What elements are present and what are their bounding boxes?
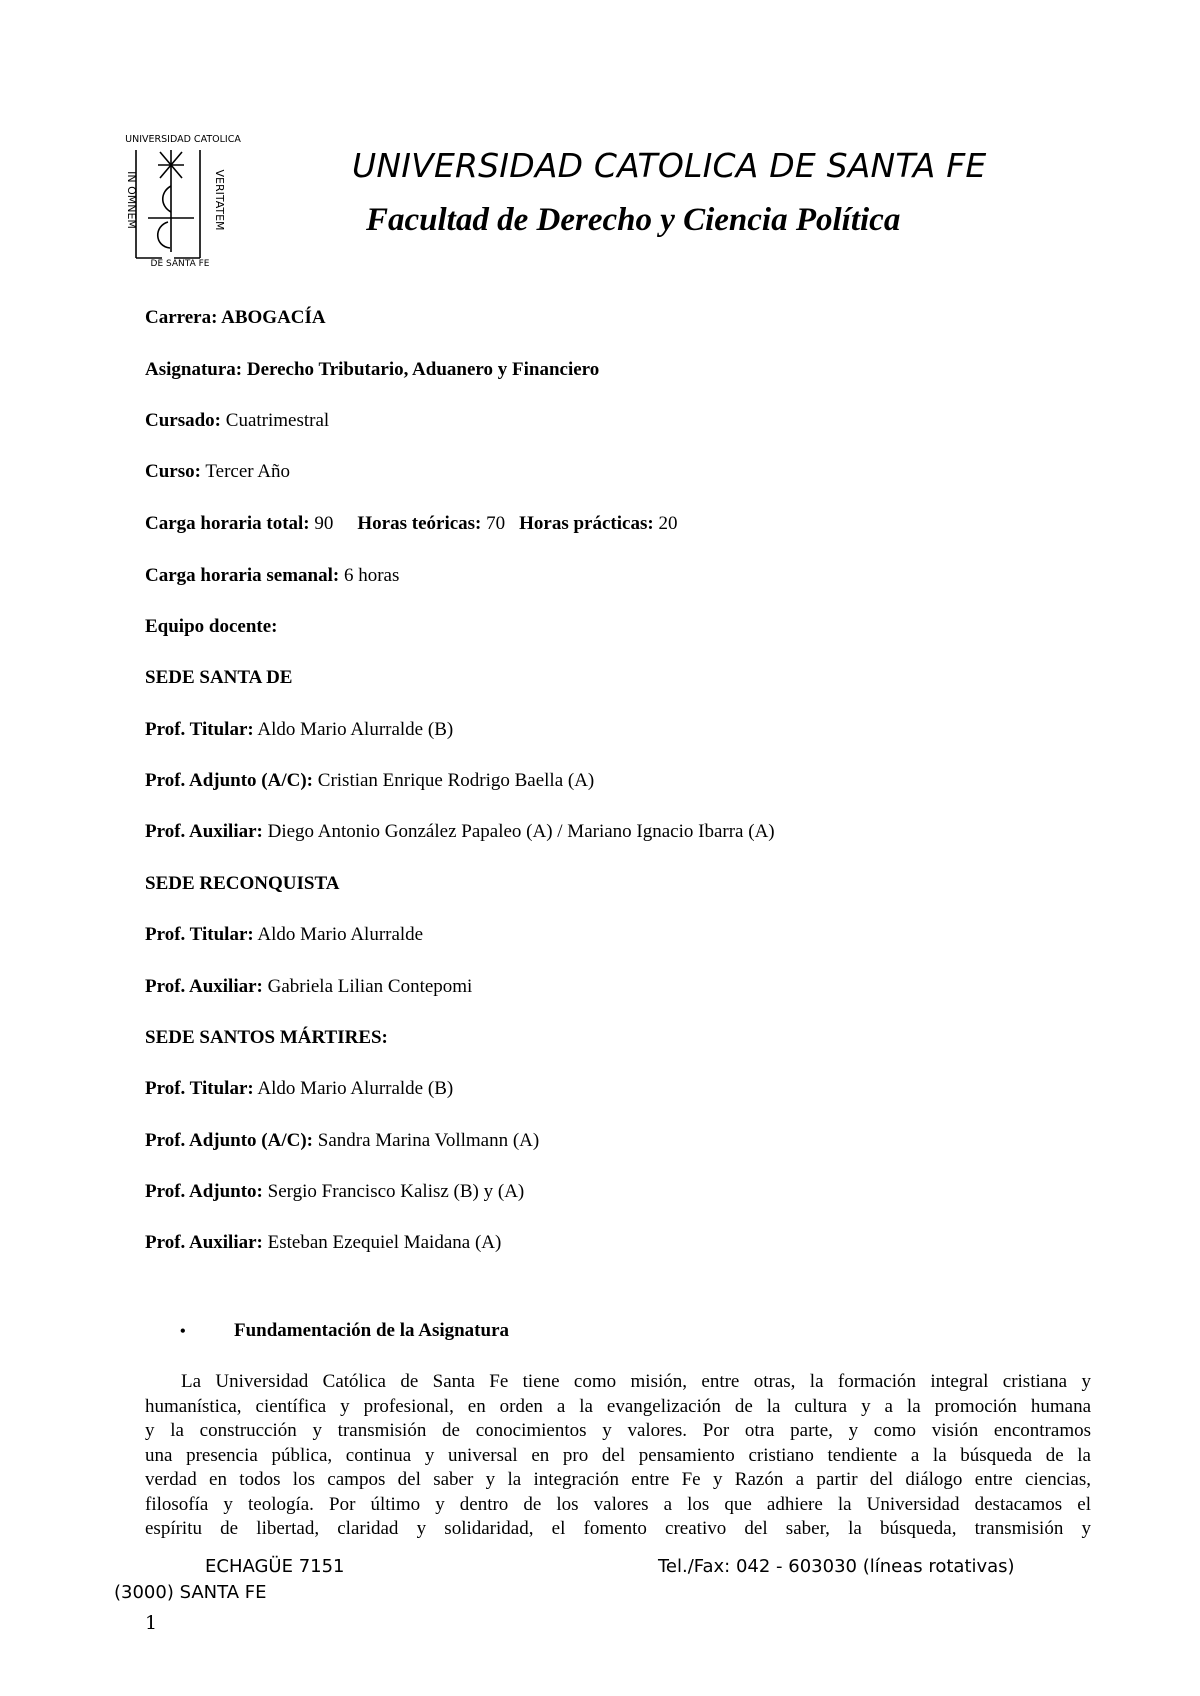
section-heading <box>180 1320 509 1342</box>
logo-top-text: UNIVERSIDAD CATOLICA <box>125 134 241 145</box>
bullet-icon: • <box>180 1323 186 1340</box>
prof-row <box>145 769 594 793</box>
field-carga-horaria <box>145 512 677 536</box>
university-title: UNIVERSIDAD CATOLICA DE SANTA FE <box>352 146 987 185</box>
prof-name: Aldo Mario Alurralde <box>253 924 424 945</box>
prof-role: Prof. Titular: <box>145 924 254 945</box>
prof-row <box>145 923 423 947</box>
field-carrera <box>145 306 326 330</box>
prof-row <box>145 975 472 999</box>
prof-row <box>145 1077 453 1101</box>
prof-role: Prof. Adjunto (A/C): <box>145 770 314 791</box>
field-label: Carrera: ABOGACÍA <box>145 307 326 328</box>
prof-name: Sergio Francisco Kalisz (B) y (A) <box>262 1181 525 1202</box>
field-label: Horas teóricas: <box>357 513 482 534</box>
sede-title: SEDE RECONQUISTA <box>145 873 340 894</box>
prof-name: Aldo Mario Alurralde (B) <box>253 719 454 740</box>
prof-row <box>145 820 775 844</box>
field-label: Asignatura: Derecho Tributario, Aduanero y Financiero <box>145 359 600 380</box>
paragraph-line: una presencia pública, continua y universal en pro del pensamiento cristiano tendiente a la búsqueda de la <box>145 1444 1091 1466</box>
field-value: 90 <box>309 513 334 534</box>
field-label: Carga horaria semanal: <box>145 565 340 586</box>
page-number: 1 <box>145 1612 158 1634</box>
university-logo <box>114 132 252 268</box>
paragraph-line: verdad en todos los campos del saber y la integración entre Fe y Razón a partir del diálogo entre ciencias, <box>145 1469 1091 1490</box>
body-paragraph <box>145 1370 1091 1543</box>
paragraph-line: La Universidad Católica de Santa Fe tiene como misión, entre otras, la formación integral cristiana y <box>181 1371 1091 1392</box>
prof-name: Cristian Enrique Rodrigo Baella (A) <box>313 770 595 791</box>
footer-phone: Tel./Fax: 042 - 603030 (líneas rotativas) <box>658 1556 1015 1577</box>
sede-title: SEDE SANTA DE <box>145 667 293 688</box>
field-asignatura <box>145 358 599 382</box>
prof-row <box>145 1231 501 1255</box>
prof-role: Prof. Adjunto: <box>145 1181 263 1202</box>
field-cursado <box>145 409 329 433</box>
prof-row <box>145 1180 524 1204</box>
paragraph-line: filosofía y teología. Por último y dentro de los valores a los que adhiere la Universidad destacamos el <box>145 1493 1091 1515</box>
prof-role: Prof. Titular: <box>145 719 254 740</box>
prof-name: Diego Antonio González Papaleo (A) / Mariano Ignacio Ibarra (A) <box>262 821 775 842</box>
footer-city: (3000) SANTA FE <box>114 1582 267 1603</box>
logo-bottom-text: DE SANTA FE <box>150 259 210 268</box>
prof-name: Sandra Marina Vollmann (A) <box>313 1130 540 1151</box>
field-carga-semanal <box>145 564 399 588</box>
prof-role: Prof. Auxiliar: <box>145 821 263 842</box>
prof-role: Prof. Adjunto (A/C): <box>145 1130 314 1151</box>
logo-left-text: IN OMNEM <box>125 171 138 229</box>
paragraph-line: y la construcción y transmisión de conocimientos y valores. Por otra parte, y como visión encontramos <box>145 1420 1091 1441</box>
field-label: Curso: <box>145 461 201 482</box>
university-seal-icon <box>114 132 252 268</box>
paragraph-line: humanística, científica y profesional, en orden a la evangelización de la cultura y a la promoción humana <box>145 1395 1091 1417</box>
prof-role: Prof. Titular: <box>145 1078 254 1099</box>
field-label: Equipo docente: <box>145 616 278 637</box>
faculty-title: Facultad de Derecho y Ciencia Política <box>366 202 901 238</box>
field-label: Cursado: <box>145 410 222 431</box>
logo-right-text: VERITATEM <box>213 169 226 231</box>
prof-role: Prof. Auxiliar: <box>145 1232 263 1253</box>
prof-name: Gabriela Lilian Contepomi <box>262 976 473 997</box>
field-equipo-docente <box>145 615 278 639</box>
field-value: 70 <box>481 513 506 534</box>
field-value: 6 horas <box>339 565 400 586</box>
prof-row <box>145 1129 539 1153</box>
prof-row <box>145 718 453 742</box>
field-label: Carga horaria total: <box>145 513 310 534</box>
field-value: Tercer Año <box>200 461 291 482</box>
prof-role: Prof. Auxiliar: <box>145 976 263 997</box>
footer-address: ECHAGÜE 7151 <box>205 1556 345 1577</box>
field-label: Horas prácticas: <box>519 513 654 534</box>
field-value: Cuatrimestral <box>221 410 330 431</box>
field-curso <box>145 460 290 484</box>
prof-name: Esteban Ezequiel Maidana (A) <box>262 1232 502 1253</box>
section-title: Fundamentación de la Asignatura <box>234 1320 510 1341</box>
paragraph-line: espíritu de libertad, claridad y solidaridad, el fomento creativo del saber, la búsqueda, transmisión y <box>145 1518 1091 1539</box>
prof-name: Aldo Mario Alurralde (B) <box>253 1078 454 1099</box>
field-value: 20 <box>653 513 678 534</box>
sede-title: SEDE SANTOS MÁRTIRES: <box>145 1027 388 1048</box>
